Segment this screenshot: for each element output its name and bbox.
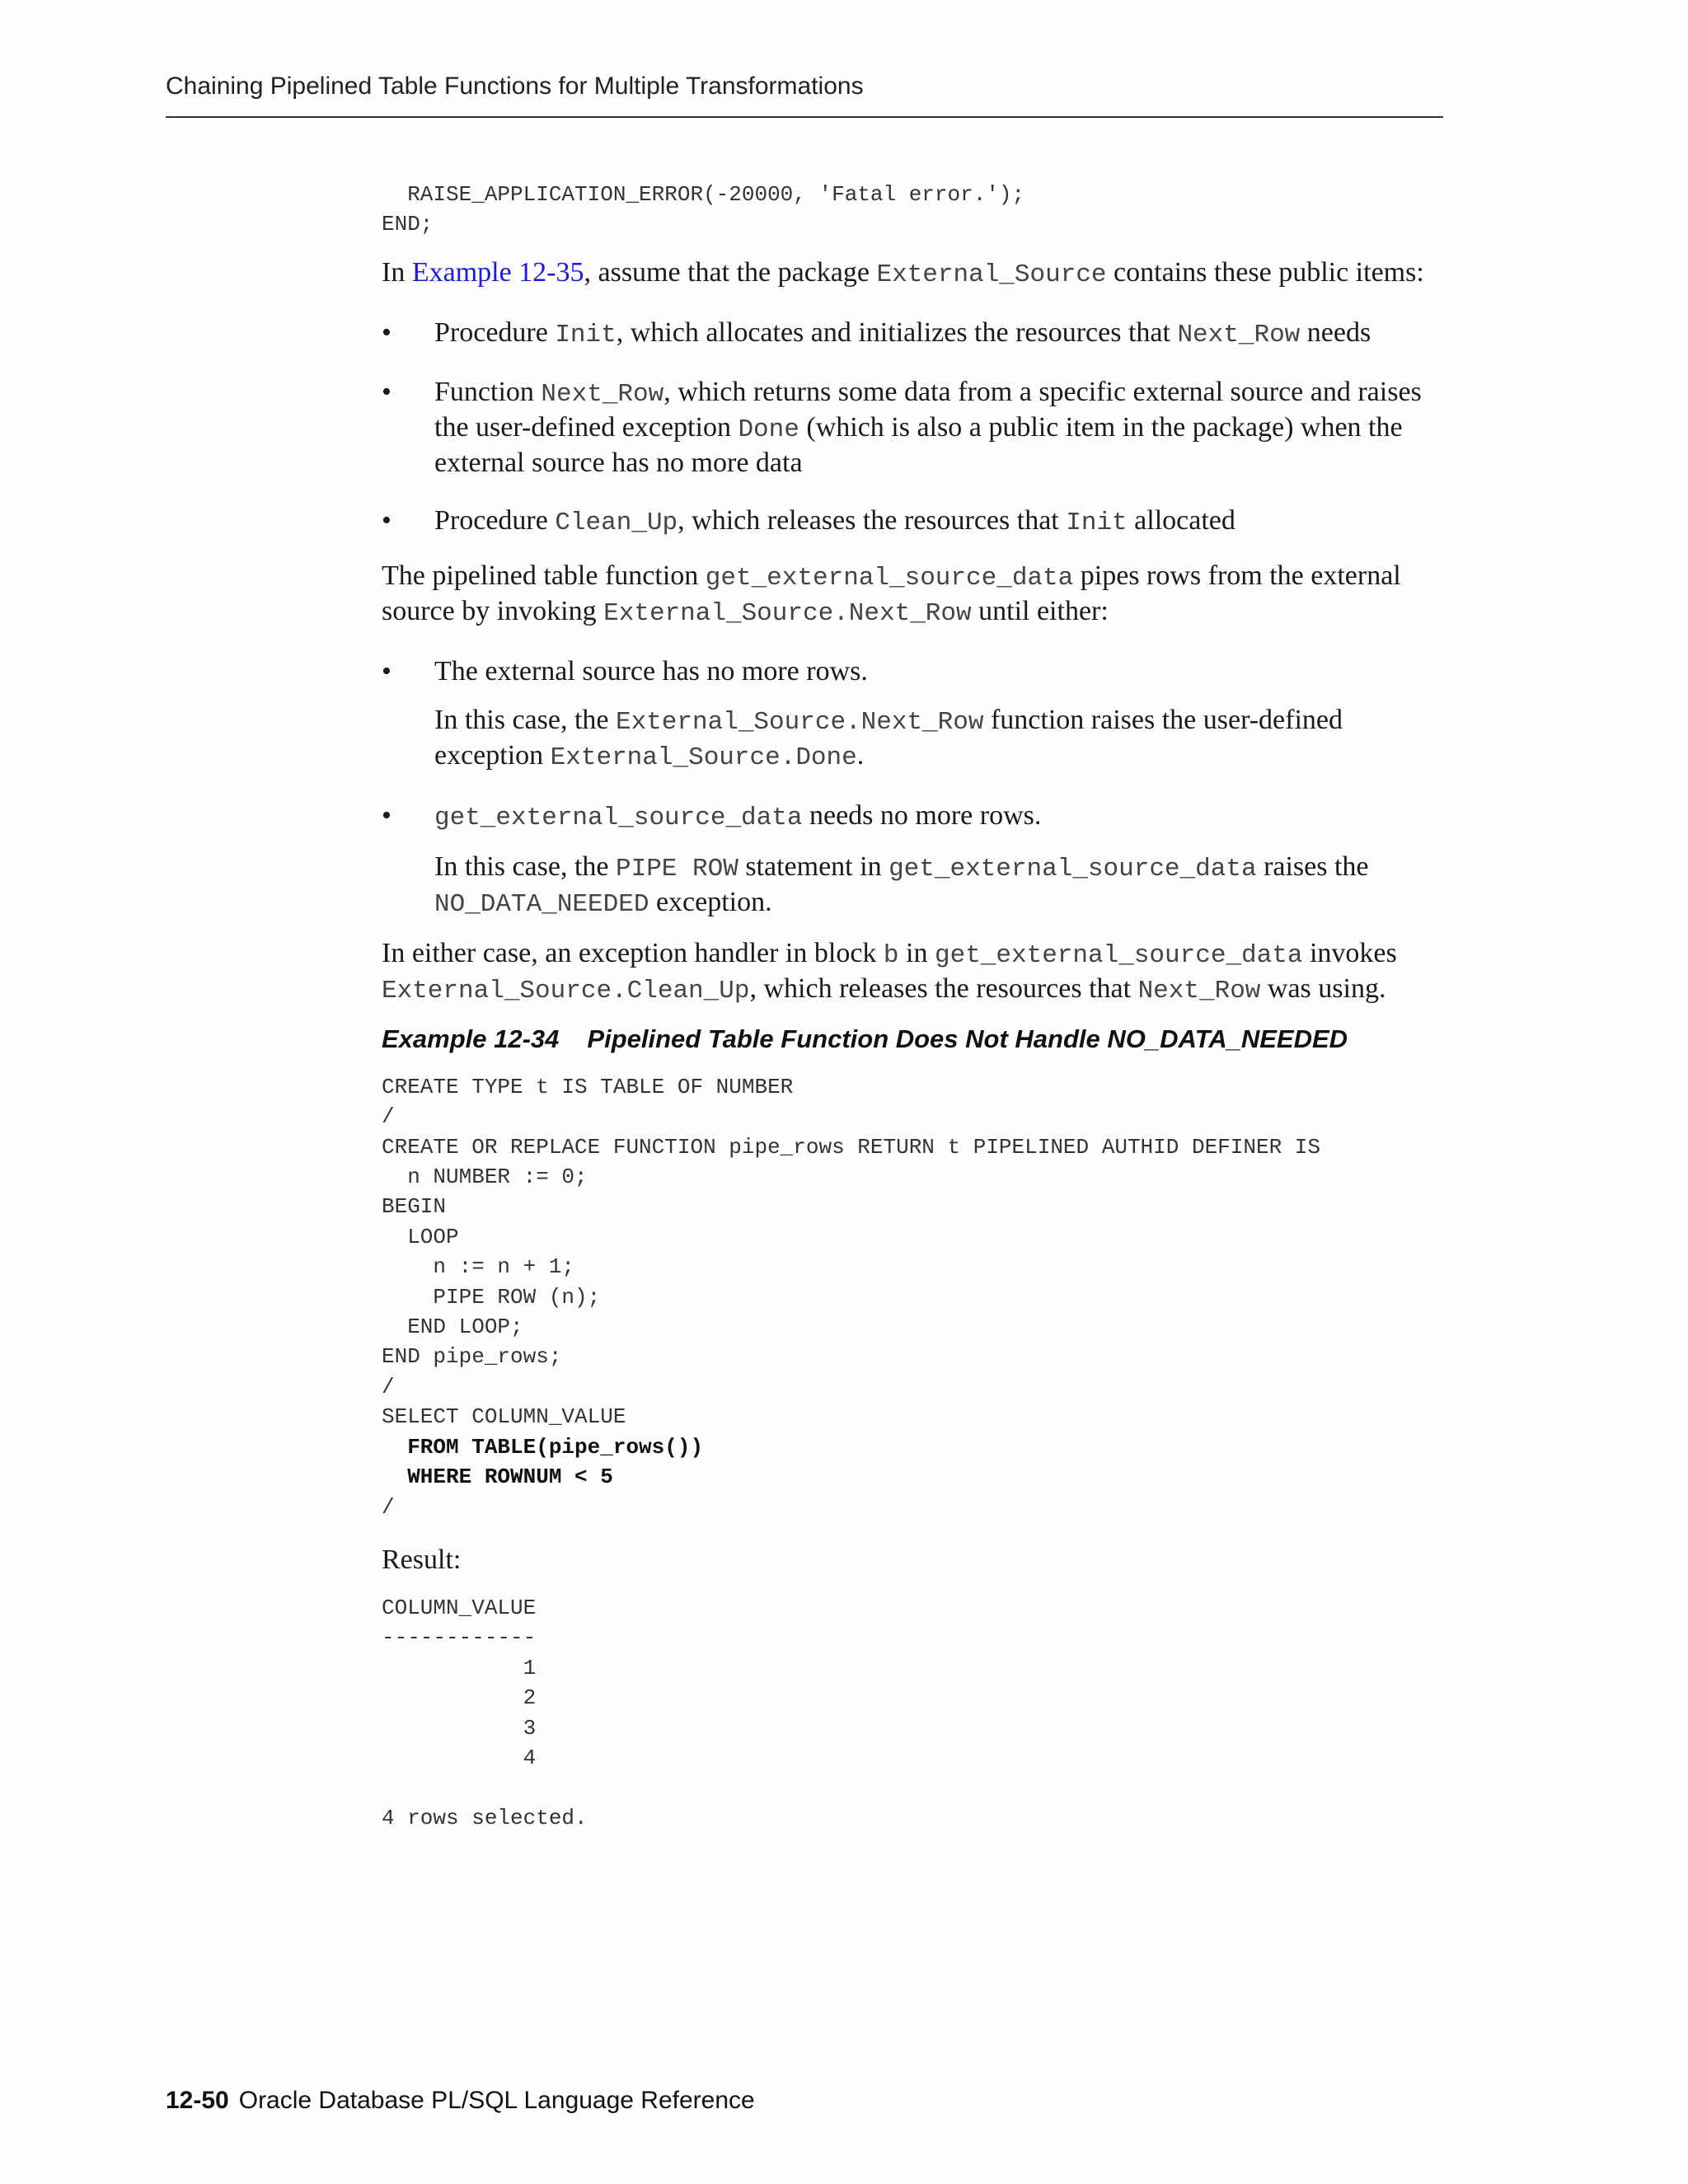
running-header: Chaining Pipelined Table Functions for Multiple Transformations	[166, 73, 864, 100]
code-block-top	[382, 180, 1445, 240]
result-label: Result:	[382, 1544, 462, 1575]
bullet-icon: •	[382, 504, 392, 536]
bullet-icon: •	[382, 655, 392, 687]
list-item-detail: In this case, the PIPE ROW statement in get_external_source_data raises the NO_DATA_NEEDED exception.	[434, 851, 1369, 919]
list-item: • get_external_source_data needs no more rows.	[382, 799, 1042, 832]
example-caption: Pipelined Table Function Does Not Handle NO_DATA_NEEDED	[587, 1024, 1348, 1053]
page-number: 12-50	[166, 2087, 229, 2114]
pipelined-paragraph: The pipelined table function get_external_source_data pipes rows from the external source by invoking External_Source.Next_Row until either:	[382, 560, 1401, 628]
list-item: • The external source has no more rows.	[382, 655, 868, 687]
code-line: END;	[382, 212, 434, 237]
list-item: • Procedure Clean_Up, which releases the resources that Init allocated	[382, 504, 1236, 537]
bullet-icon: •	[382, 316, 392, 348]
example-12-35-link[interactable]: Example 12-35	[411, 256, 584, 288]
exception-handler-paragraph: In either case, an exception handler in block b in get_external_source_data invokes External_Source.Clean_Up, which releases the resources that Next_Row was using.	[382, 937, 1397, 1005]
list-item-detail: In this case, the External_Source.Next_Row function raises the user-defined exception External_Source.Done.	[434, 704, 1343, 772]
bullet-icon: •	[382, 376, 392, 407]
package-items-list	[382, 316, 1445, 540]
code-line: RAISE_APPLICATION_ERROR(-20000, 'Fatal error.');	[382, 182, 1025, 207]
example-label: Example 12-34	[382, 1024, 560, 1053]
example-title	[382, 1023, 1445, 1056]
header-rule	[166, 116, 1443, 118]
termination-conditions-list	[382, 655, 1445, 921]
page-content	[382, 180, 1445, 1833]
code-block-example: CREATE TYPE t IS TABLE OF NUMBER / CREATE OR REPLACE FUNCTION pipe_rows RETURN t PIPELINED AUTHID DEFINER IS n NUMBER := 0; BEGIN LOOP n := n + 1; PIPE ROW (n); END LOOP; END pipe_rows; / SELECT COLUMN_VALUE FROM TABLE(pipe_rows()) WHERE ROWNUM < 5 /	[382, 1074, 1320, 1520]
page-footer	[166, 2087, 755, 2115]
intro-paragraph: In Example 12-35, assume that the package External_Source contains these public items:	[382, 256, 1424, 289]
list-item: • Function Next_Row, which returns some data from a specific external source and raises the user-defined exception Done (which is also a public item in the package) when the external source has no more data	[382, 376, 1422, 478]
code-block-result: COLUMN_VALUE ------------ 1 2 3 4 4 rows selected.	[382, 1595, 588, 1830]
book-title: Oracle Database PL/SQL Language Reference	[238, 2087, 755, 2114]
list-item: • Procedure Init, which allocates and initializes the resources that Next_Row needs	[382, 316, 1372, 349]
bullet-icon: •	[382, 799, 392, 831]
